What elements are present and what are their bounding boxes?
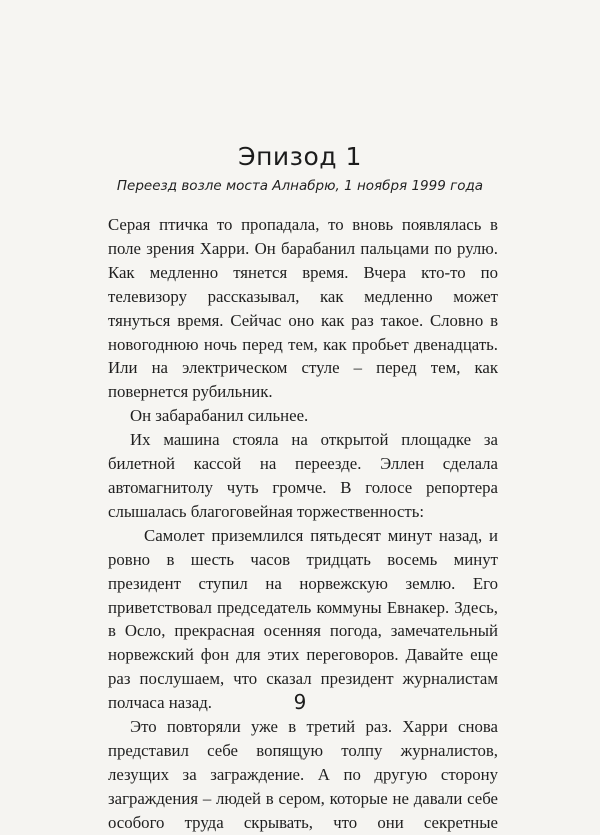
page-number: 9	[293, 690, 307, 714]
chapter-title: Эпизод 1	[238, 142, 362, 171]
chapter-subtitle: Переезд возле моста Алнабрю, 1 ноября 1999 года	[116, 178, 484, 194]
paragraph: Серая птичка то пропадала, то вновь появлялась в поле зрения Харри. Он барабанил пальцами по рулю. Как медленно тянется время. Вчера кто-то по телевизору рассказывал, как медленно может тянуться время. Сейчас оно как раз такое. Словно в новогоднюю ночь перед тем, как пробьет двенадцать. Или на электрическом стуле – перед тем, как повернется рубильник.	[108, 215, 498, 402]
body-text	[108, 213, 498, 835]
paragraph: Их машина стояла на открытой площадке за билетной кассой на переезде. Эллен сделала автомагнитолу чуть громче. В голосе репортера слышалась благоговейная торжественность:	[108, 430, 498, 521]
paragraph: Он забарабанил сильнее.	[130, 406, 309, 426]
paragraph: Это повторяли уже в третий раз. Харри снова представил себе вопящую толпу журналистов, лезущих за заграждение. А по другую сторону заграждения – людей в сером, которые не давали себе особого труда скрывать, что они секретные	[108, 717, 498, 832]
quoted-broadcast: Самолет приземлился пятьдесят минут назад, и ровно в шесть часов тридцать восемь минут президент ступил на норвежскую землю. Его приветствовал председатель коммуны Евнакер. Здесь, в Осло, прекрасная осенняя погода, замечательный норвежский фон для этих переговоров. Давайте еще раз послушаем, что сказал президент журналистам полчаса назад.	[108, 525, 498, 713]
